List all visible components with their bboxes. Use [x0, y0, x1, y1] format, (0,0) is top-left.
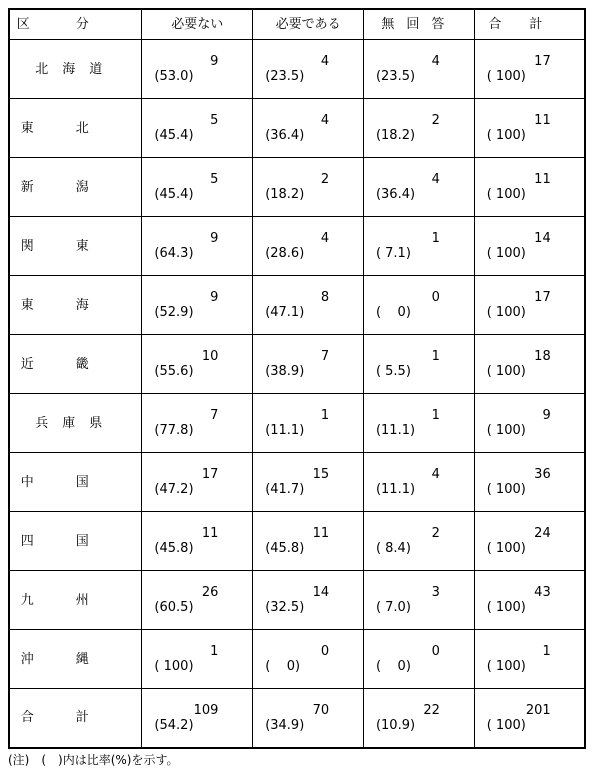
no-answer-ratio: ( 7.0): [375, 600, 411, 615]
total-cell: [474, 40, 585, 99]
not-needed-count: 9: [210, 231, 219, 246]
total-values: [487, 172, 563, 202]
not-needed-values: [154, 408, 230, 438]
not-needed-values: [154, 349, 230, 379]
not-needed-cell: [142, 158, 253, 217]
region-name: 新潟: [20, 179, 131, 195]
total-ratio: ( 100): [486, 600, 526, 615]
region-name: 四国: [20, 533, 131, 549]
header-needed-label: 必要である: [275, 17, 341, 32]
total-ratio: ( 100): [486, 541, 526, 556]
no-answer-cell: [363, 689, 474, 748]
no-answer-count: 2: [431, 526, 440, 541]
not-needed-cell: [142, 217, 253, 276]
table-row: [9, 158, 585, 217]
needed-values: [265, 172, 341, 202]
header-no-answer: [363, 9, 474, 40]
region-name: 合計: [20, 710, 131, 726]
needed-ratio: (11.1): [265, 423, 305, 438]
needed-cell: [253, 99, 364, 158]
needed-cell: [253, 512, 364, 571]
header-region-label: 区分: [16, 17, 135, 32]
not-needed-ratio: (52.9): [154, 305, 194, 320]
not-needed-ratio: (60.5): [154, 600, 194, 615]
not-needed-ratio: (55.6): [154, 364, 194, 379]
table-row: [9, 689, 585, 748]
header-total-label: 合計: [488, 17, 571, 32]
no-answer-cell: [363, 40, 474, 99]
header-not-needed: [142, 9, 253, 40]
no-answer-count: 2: [431, 113, 440, 128]
no-answer-ratio: ( 0): [375, 305, 411, 320]
not-needed-ratio: (45.4): [154, 187, 194, 202]
not-needed-cell: [142, 512, 253, 571]
total-values: [487, 467, 563, 497]
needed-cell: [253, 276, 364, 335]
header-total: [474, 9, 585, 40]
total-count: 9: [542, 408, 551, 423]
total-ratio: ( 100): [486, 482, 526, 497]
table-row: [9, 630, 585, 689]
no-answer-cell: [363, 512, 474, 571]
total-cell: [474, 630, 585, 689]
total-count: 11: [534, 172, 551, 187]
table-row: [9, 453, 585, 512]
no-answer-values: [376, 408, 452, 438]
total-count: 36: [534, 467, 551, 482]
region-name: 東北: [20, 120, 131, 136]
total-values: [487, 408, 563, 438]
needed-ratio: (32.5): [265, 600, 305, 615]
not-needed-cell: [142, 40, 253, 99]
needed-ratio: (23.5): [265, 69, 305, 84]
not-needed-values: [154, 113, 230, 143]
not-needed-values: [154, 54, 230, 84]
total-ratio: ( 100): [486, 305, 526, 320]
not-needed-values: [154, 467, 230, 497]
needed-count: 2: [320, 172, 330, 187]
total-values: [487, 290, 563, 320]
not-needed-count: 17: [201, 467, 219, 482]
no-answer-values: [376, 172, 452, 202]
no-answer-count: 4: [431, 467, 440, 482]
no-answer-count: 4: [431, 172, 440, 187]
needed-values: [265, 349, 341, 379]
total-count: 24: [534, 526, 551, 541]
no-answer-ratio: ( 7.1): [375, 246, 411, 261]
no-answer-ratio: ( 0): [375, 659, 411, 674]
needed-count: 0: [320, 644, 330, 659]
table-row: [9, 217, 585, 276]
needed-count: 4: [320, 54, 330, 69]
total-values: [487, 526, 563, 556]
not-needed-values: [154, 585, 230, 615]
total-cell: [474, 217, 585, 276]
needed-count: 4: [320, 113, 330, 128]
no-answer-values: [376, 349, 452, 379]
total-values: [487, 349, 563, 379]
region-name: 東海: [20, 297, 131, 313]
not-needed-ratio: ( 100): [154, 659, 194, 674]
needed-cell: [253, 453, 364, 512]
not-needed-count: 5: [210, 113, 219, 128]
not-needed-ratio: (54.2): [154, 717, 194, 733]
not-needed-values: [154, 644, 230, 674]
header-row: [9, 9, 585, 40]
not-needed-ratio: (45.8): [154, 541, 194, 556]
needed-count: 15: [312, 467, 330, 482]
needed-ratio: ( 0): [265, 659, 301, 674]
region-name: 北海道: [35, 61, 117, 77]
total-ratio: ( 100): [486, 364, 526, 379]
region-cell: [9, 99, 142, 158]
no-answer-count: 0: [431, 290, 440, 305]
not-needed-cell: [142, 276, 253, 335]
table-row: [9, 40, 585, 99]
not-needed-values: [154, 172, 230, 202]
needed-ratio: (45.8): [265, 541, 305, 556]
no-answer-cell: [363, 453, 474, 512]
needed-cell: [253, 689, 364, 748]
table-row: [9, 512, 585, 571]
header-no-answer-label: 無回答: [381, 17, 457, 32]
not-needed-ratio: (64.3): [154, 246, 194, 261]
region-name: 沖縄: [20, 651, 131, 667]
needed-values: [265, 703, 341, 733]
needed-values: [265, 526, 341, 556]
not-needed-count: 7: [210, 408, 219, 423]
not-needed-ratio: (47.2): [154, 482, 194, 497]
no-answer-cell: [363, 394, 474, 453]
total-cell: [474, 99, 585, 158]
total-count: 201: [525, 702, 551, 718]
not-needed-ratio: (77.8): [154, 423, 194, 438]
not-needed-values: [154, 231, 230, 261]
header-needed: [253, 9, 364, 40]
total-cell: [474, 512, 585, 571]
needed-count: 1: [320, 408, 330, 423]
no-answer-ratio: (18.2): [375, 128, 416, 143]
region-cell: [9, 217, 142, 276]
not-needed-cell: [142, 630, 253, 689]
table-body: [9, 40, 585, 748]
no-answer-cell: [363, 217, 474, 276]
total-ratio: ( 100): [486, 69, 526, 84]
region-cell: [9, 40, 142, 99]
total-ratio: ( 100): [486, 659, 526, 674]
total-cell: [474, 689, 585, 748]
table-row: [9, 571, 585, 630]
region-name: 九州: [20, 592, 131, 608]
total-ratio: ( 100): [486, 717, 526, 733]
region-cell: [9, 630, 142, 689]
region-cell: [9, 158, 142, 217]
no-answer-count: 1: [431, 349, 440, 364]
no-answer-ratio: (11.1): [375, 482, 416, 497]
total-values: [487, 585, 563, 615]
total-values: [487, 113, 563, 143]
total-count: 11: [534, 113, 551, 128]
no-answer-count: 1: [431, 231, 440, 246]
region-cell: [9, 512, 142, 571]
needed-ratio: (36.4): [265, 128, 305, 143]
not-needed-cell: [142, 453, 253, 512]
no-answer-values: [376, 231, 452, 261]
no-answer-values: [376, 526, 452, 556]
no-answer-ratio: (23.5): [375, 69, 416, 84]
needed-count: 14: [312, 585, 330, 600]
no-answer-ratio: ( 5.5): [375, 364, 411, 379]
needed-values: [265, 54, 341, 84]
needed-values: [265, 467, 341, 497]
needed-count: 7: [320, 349, 330, 364]
region-cell: [9, 571, 142, 630]
region-cell: [9, 394, 142, 453]
total-cell: [474, 158, 585, 217]
not-needed-cell: [142, 99, 253, 158]
needed-ratio: (34.9): [265, 717, 305, 733]
not-needed-values: [154, 290, 230, 320]
total-values: [487, 54, 563, 84]
no-answer-cell: [363, 335, 474, 394]
needed-values: [265, 231, 341, 261]
total-cell: [474, 453, 585, 512]
total-ratio: ( 100): [486, 128, 526, 143]
no-answer-values: [376, 585, 452, 615]
total-values: [487, 231, 563, 261]
no-answer-values: [376, 113, 452, 143]
region-cell: [9, 453, 142, 512]
region-cell: [9, 689, 142, 748]
total-count: 17: [534, 54, 551, 69]
needed-values: [265, 585, 341, 615]
region-cell: [9, 335, 142, 394]
no-answer-cell: [363, 571, 474, 630]
footnote: (注) ( )内は比率(%)を示す。: [8, 753, 179, 767]
needed-values: [265, 408, 341, 438]
not-needed-ratio: (45.4): [154, 128, 194, 143]
needed-values: [265, 113, 341, 143]
not-needed-cell: [142, 394, 253, 453]
table-row: [9, 276, 585, 335]
no-answer-count: 1: [431, 408, 440, 423]
needed-cell: [253, 335, 364, 394]
not-needed-count: 1: [210, 644, 219, 659]
needed-count: 8: [320, 290, 330, 305]
no-answer-cell: [363, 276, 474, 335]
no-answer-ratio: ( 8.4): [375, 541, 411, 556]
total-count: 43: [534, 585, 551, 600]
region-cell: [9, 276, 142, 335]
needed-ratio: (28.6): [265, 246, 305, 261]
needed-ratio: (47.1): [265, 305, 305, 320]
no-answer-cell: [363, 158, 474, 217]
region-name: 兵庫県: [35, 415, 117, 431]
not-needed-count: 26: [201, 585, 219, 600]
needed-cell: [253, 571, 364, 630]
total-ratio: ( 100): [486, 246, 526, 261]
needed-count: 70: [312, 702, 330, 718]
needed-values: [265, 644, 341, 674]
needed-cell: [253, 630, 364, 689]
no-answer-values: [376, 644, 452, 674]
needed-cell: [253, 158, 364, 217]
no-answer-ratio: (36.4): [375, 187, 416, 202]
not-needed-cell: [142, 689, 253, 748]
no-answer-count: 3: [431, 585, 440, 600]
no-answer-cell: [363, 99, 474, 158]
no-answer-count: 22: [423, 702, 440, 718]
not-needed-count: 11: [201, 526, 219, 541]
table-row: [9, 99, 585, 158]
total-ratio: ( 100): [486, 423, 526, 438]
needed-ratio: (18.2): [265, 187, 305, 202]
not-needed-cell: [142, 571, 253, 630]
total-cell: [474, 276, 585, 335]
no-answer-count: 4: [431, 54, 440, 69]
not-needed-count: 9: [210, 54, 219, 69]
total-count: 17: [534, 290, 551, 305]
no-answer-values: [376, 290, 452, 320]
no-answer-values: [376, 703, 452, 733]
no-answer-ratio: (11.1): [375, 423, 416, 438]
no-answer-values: [376, 54, 452, 84]
needed-ratio: (41.7): [265, 482, 305, 497]
needed-cell: [253, 40, 364, 99]
total-cell: [474, 571, 585, 630]
survey-table: [8, 8, 586, 749]
not-needed-count: 109: [193, 702, 219, 718]
needed-count: 4: [320, 231, 330, 246]
total-values: [487, 644, 563, 674]
not-needed-count: 10: [201, 349, 219, 364]
region-name: 中国: [20, 474, 131, 490]
header-not-needed-label: 必要ない: [171, 17, 224, 32]
region-name: 関東: [20, 238, 131, 254]
needed-count: 11: [312, 526, 330, 541]
no-answer-values: [376, 467, 452, 497]
total-count: 18: [534, 349, 551, 364]
table-row: [9, 394, 585, 453]
not-needed-count: 5: [210, 172, 219, 187]
region-name: 近畿: [20, 356, 131, 372]
no-answer-count: 0: [431, 644, 440, 659]
not-needed-values: [154, 526, 230, 556]
not-needed-ratio: (53.0): [154, 69, 194, 84]
needed-ratio: (38.9): [265, 364, 305, 379]
total-count: 1: [542, 644, 551, 659]
not-needed-cell: [142, 335, 253, 394]
total-count: 14: [534, 231, 551, 246]
header-region: [9, 9, 142, 40]
needed-cell: [253, 394, 364, 453]
needed-values: [265, 290, 341, 320]
not-needed-values: [154, 703, 230, 733]
no-answer-ratio: (10.9): [375, 717, 416, 733]
total-ratio: ( 100): [486, 187, 526, 202]
total-cell: [474, 335, 585, 394]
table-row: [9, 335, 585, 394]
total-values: [487, 703, 563, 733]
not-needed-count: 9: [210, 290, 219, 305]
needed-cell: [253, 217, 364, 276]
total-cell: [474, 394, 585, 453]
no-answer-cell: [363, 630, 474, 689]
